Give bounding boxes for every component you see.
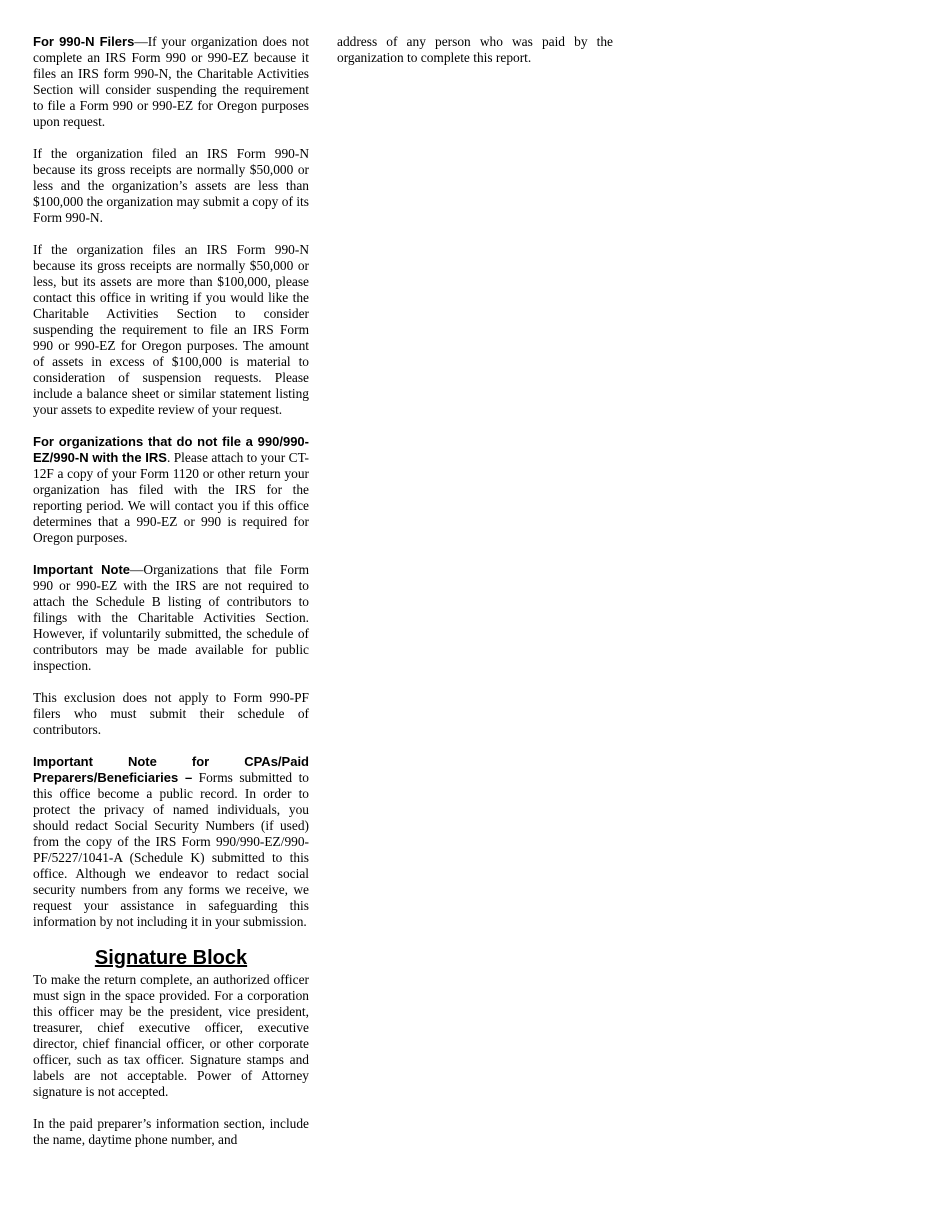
text-990n-filers: —If your organization does not complete an IRS Form 990 or 990-EZ because it files an IRS form 990-N, the Charitable Activities Section will consider suspending the requirement to file a Form 990 or 990-EZ for Oregon purposes upon request.: [33, 34, 309, 129]
paragraph-non-filers: [33, 434, 309, 546]
heading-cpa-note: Important Note for CPAs/Paid Preparers/Beneficiaries –: [33, 754, 309, 785]
text-important-note: —Organizations that file Form 990 or 990-EZ with the IRS are not required to attach the Schedule B listing of contributors to filings with the Charitable Activities Section. However, if voluntarily submitted, the schedule of contributors may be made available for public inspection.: [33, 562, 309, 673]
left-column: [33, 34, 309, 1164]
text-cpa-note: Forms submitted to this office become a public record. In order to protect the privacy of named individuals, you should redact Social Security Numbers (if used) from the copy of the IRS Form 990/990-EZ/990-PF/5227/1041-A (Schedule K) submitted to this office. Although we endeavor to redact social security numbers from any forms we receive, we request your assistance in safeguarding this information by not including it in your submission.: [33, 770, 309, 929]
heading-non-filers: For organizations that do not file a 990/990-EZ/990-N with the IRS: [33, 434, 309, 465]
paragraph-assets-over-100k: If the organization files an IRS Form 990-N because its gross receipts are normally $50,000 or less, but its assets are more than $100,000, please contact this office in writing if you would like the Charitable Activities Section to consider suspending the requirement to file an IRS Form 990 or 990-EZ for Oregon purposes. The amount of assets in excess of $100,000 is material to consideration of suspension requests. Please include a balance sheet or similar statement listing your assets to expedite review of your request.: [33, 242, 309, 417]
heading-990n-filers: For 990-N Filers: [33, 34, 135, 49]
paragraph-cpa-note: [33, 754, 309, 930]
paragraph-990n-copy: If the organization filed an IRS Form 990-N because its gross receipts are normally $50,000 or less and the organization’s assets are less than $100,000 the organization may submit a copy of its Form 990-N.: [33, 146, 309, 225]
paragraph-990n-filers: [33, 34, 309, 130]
text-non-filers: . Please attach to your CT-12F a copy of your Form 1120 or other return your organization has filed with the IRS for the reporting period. We will contact you if this office determines that a 990-EZ or 990 is required for Oregon purposes.: [33, 450, 309, 545]
paragraph-990pf-exclusion: This exclusion does not apply to Form 990-PF filers who must submit their schedule of contributors.: [33, 690, 309, 737]
signature-block-title: Signature Block: [94, 947, 248, 969]
paragraph-preparer-address: address of any person who was paid by the organization to complete this report.: [337, 34, 613, 65]
paragraph-signature: To make the return complete, an authorized officer must sign in the space provided. For a corporation this officer may be the president, vice president, treasurer, chief executive officer, executive director, chief financial officer, or other corporate officer, such as tax officer. Signature stamps and labels are not acceptable. Power of Attorney signature is not accepted.: [33, 972, 309, 1099]
right-column: [337, 34, 613, 82]
paragraph-important-note: [33, 562, 309, 674]
paragraph-paid-preparer: In the paid preparer’s information section, include the name, daytime phone number, and: [33, 1116, 309, 1147]
heading-important-note: Important Note: [33, 562, 131, 577]
